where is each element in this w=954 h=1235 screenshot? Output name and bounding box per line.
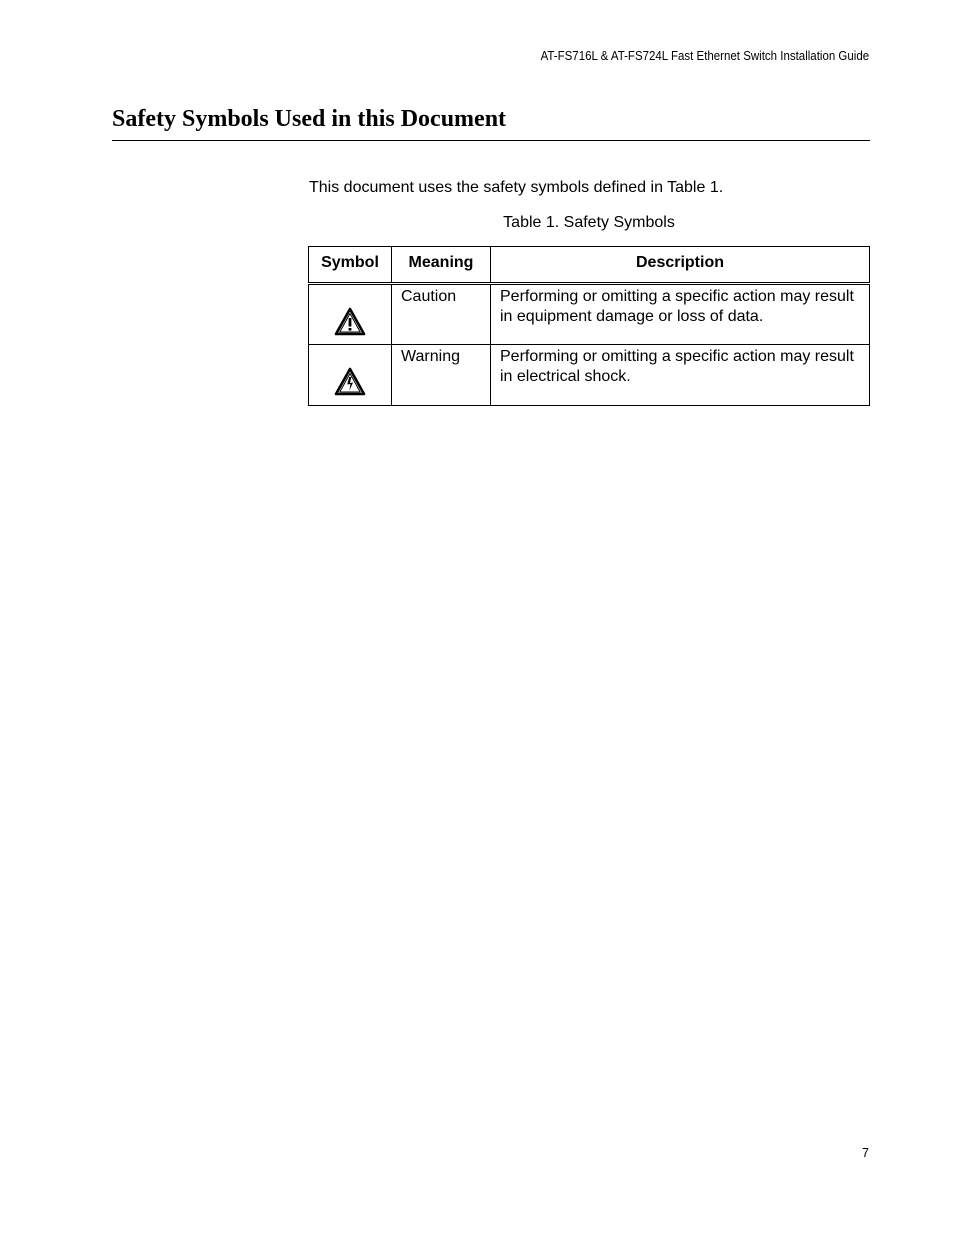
column-header-meaning: Meaning bbox=[392, 247, 491, 284]
running-header: AT-FS716L & AT-FS724L Fast Ethernet Switch Installation Guide bbox=[540, 49, 869, 63]
safety-symbols-table bbox=[308, 246, 870, 406]
electrical-warning-icon bbox=[334, 367, 366, 397]
intro-paragraph: This document uses the safety symbols defined in Table 1. bbox=[309, 179, 724, 196]
table-header-row bbox=[309, 247, 870, 284]
column-header-symbol: Symbol bbox=[309, 247, 392, 284]
page-number: 7 bbox=[862, 1146, 869, 1160]
symbol-cell bbox=[309, 284, 392, 345]
meaning-cell: Warning bbox=[392, 345, 491, 406]
table-row bbox=[309, 345, 870, 406]
column-header-description: Description bbox=[491, 247, 870, 284]
caution-icon bbox=[334, 307, 366, 337]
meaning-cell: Caution bbox=[392, 284, 491, 345]
table-row bbox=[309, 284, 870, 345]
table-caption: Table 1. Safety Symbols bbox=[503, 214, 675, 231]
description-cell: Performing or omitting a specific action may result in electrical shock. bbox=[491, 345, 870, 406]
description-cell: Performing or omitting a specific action may result in equipment damage or loss of data. bbox=[491, 284, 870, 345]
symbol-cell bbox=[309, 345, 392, 406]
section-title: Safety Symbols Used in this Document bbox=[112, 106, 507, 132]
title-rule bbox=[112, 140, 870, 141]
